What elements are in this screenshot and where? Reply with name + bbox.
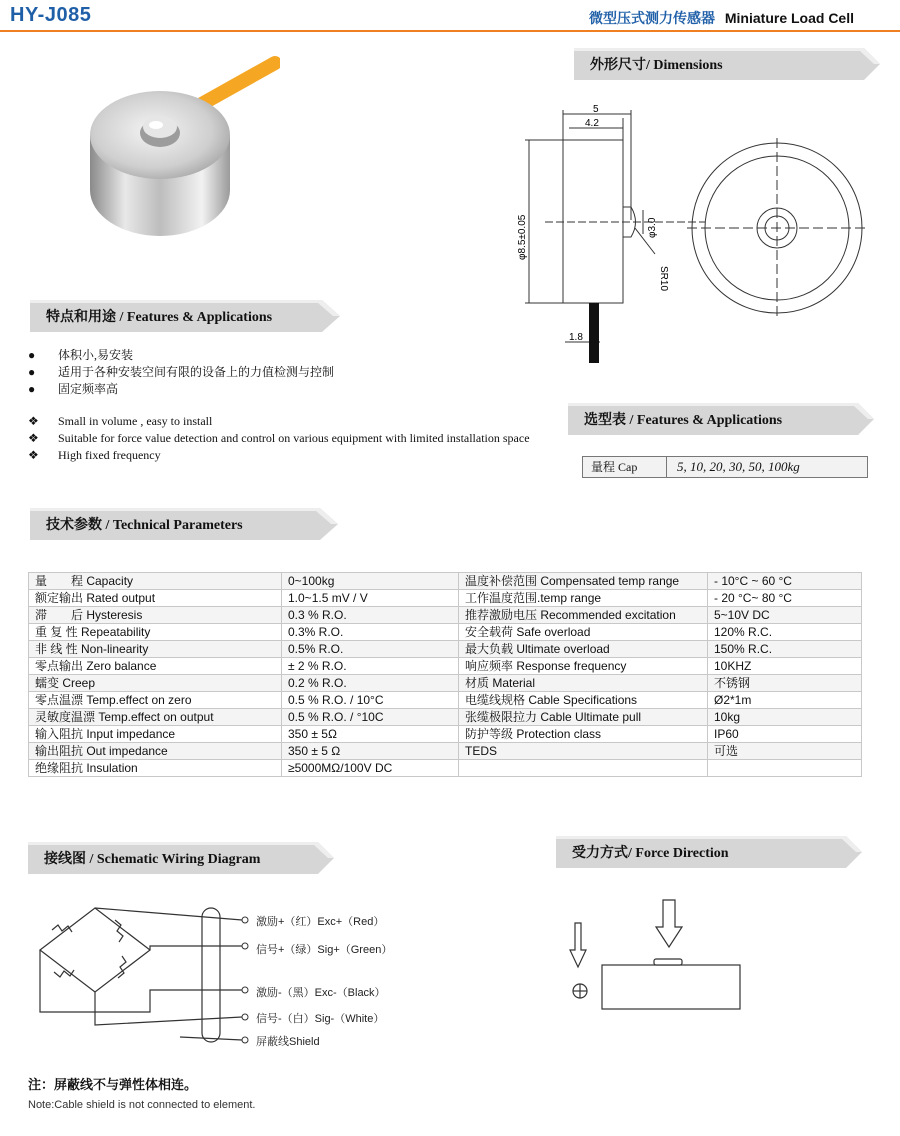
technical-parameters-table (28, 572, 862, 777)
diamond-bullet-icon: ❖ (28, 431, 39, 445)
param-value: - 20 °C~ 80 °C (708, 590, 862, 607)
section-dimensions-title: 外形尺寸/ Dimensions (590, 58, 723, 73)
feature-en-item: ❖ High fixed frequency (28, 448, 161, 462)
param-value: 120% R.C. (708, 624, 862, 641)
param-label: 张缆极限拉力 Cable Ultimate pull (459, 709, 708, 726)
param-value: 10KHZ (708, 658, 862, 675)
model-number: HY-J085 (10, 4, 92, 26)
small-arrow-icon (570, 923, 586, 967)
param-value: 150% R.C. (708, 641, 862, 658)
parameter-row (29, 573, 862, 590)
param-value: 10kg (708, 709, 862, 726)
param-value: ≥5000MΩ/100V DC (282, 760, 459, 777)
param-label: 电缆线规格 Cable Specifications (459, 692, 708, 709)
diamond-bullet-icon: ❖ (28, 414, 39, 428)
param-label: 安全载荷 Safe overload (459, 624, 708, 641)
force-direction-diagram (560, 895, 760, 1035)
feature-en-item: ❖ Suitable for force value detection and control on various equipment with limited installation space (28, 431, 530, 445)
param-label: 防护等级 Protection class (459, 726, 708, 743)
parameter-row (29, 743, 862, 760)
param-label: 滞 后 Hysteresis (29, 607, 282, 624)
parameter-row (29, 641, 862, 658)
param-value: 350 ± 5Ω (282, 726, 459, 743)
dim-diameter: φ8.5±0.05 (517, 214, 528, 260)
parameter-row (29, 590, 862, 607)
param-label: 量 程 Capacity (29, 573, 282, 590)
section-wiring (28, 842, 334, 872)
param-label: TEDS (459, 743, 708, 760)
header-rule (0, 30, 900, 32)
capacity-selection-table (582, 456, 868, 478)
dimension-drawing (505, 100, 875, 370)
param-value: 不锈钢 (708, 675, 862, 692)
parameter-row (29, 675, 862, 692)
param-label: 响应频率 Response frequency (459, 658, 708, 675)
bullet-icon: ● (28, 365, 36, 379)
product-title-cn: 微型压式测力传感器 (588, 10, 715, 26)
param-value: 0.3 % R.O. (282, 607, 459, 624)
parameter-row (29, 624, 862, 641)
wire-exc-plus-label: 激励+（红）Exc+（Red） (256, 916, 385, 928)
bullet-icon: ● (28, 348, 36, 362)
param-label: 推荐激励电压 Recommended excitation (459, 607, 708, 624)
param-label: 灵敏度温漂 Temp.effect on output (29, 709, 282, 726)
wire-shield-label: 屏蔽线Shield (256, 1036, 320, 1048)
product-title-en: Miniature Load Cell (724, 10, 854, 26)
param-label: 非 线 性 Non-linearity (29, 641, 282, 658)
param-label: 蠕变 Creep (29, 675, 282, 692)
param-value: 5~10V DC (708, 607, 862, 624)
dim-5: 5 (593, 104, 599, 115)
param-value (708, 760, 862, 777)
param-label: 重 复 性 Repeatability (29, 624, 282, 641)
param-value: 0.2 % R.O. (282, 675, 459, 692)
feature-cn-item: ● 固定频率高 (28, 382, 119, 396)
section-features-title: 特点和用途 / Features & Applications (46, 310, 273, 325)
section-selection-title: 选型表 / Features & Applications (584, 413, 783, 428)
param-label: 最大负载 Ultimate overload (459, 641, 708, 658)
section-technical-title: 技术参数 / Technical Parameters (46, 518, 243, 533)
section-features (30, 300, 340, 330)
param-value: IP60 (708, 726, 862, 743)
note-en: Note:Cable shield is not connected to element. (28, 1099, 256, 1111)
param-value: 0~100kg (282, 573, 459, 590)
section-force-title: 受力方式/ Force Direction (572, 846, 729, 861)
bullet-icon: ● (28, 382, 36, 396)
param-label: 材质 Material (459, 675, 708, 692)
parameter-row (29, 760, 862, 777)
param-value: ± 2 % R.O. (282, 658, 459, 675)
param-label: 输入阻抗 Input impedance (29, 726, 282, 743)
param-value: 0.5% R.O. (282, 641, 459, 658)
dim-sr10: SR10 (658, 266, 669, 292)
param-label: 零点温漂 Temp.effect on zero (29, 692, 282, 709)
param-label (459, 760, 708, 777)
param-value: - 10°C ~ 60 °C (708, 573, 862, 590)
param-value: 0.5 % R.O. / °10C (282, 709, 459, 726)
param-value: 可选 (708, 743, 862, 760)
param-label: 额定输出 Rated output (29, 590, 282, 607)
param-label: 零点输出 Zero balance (29, 658, 282, 675)
dim-phi3: φ3.0 (647, 217, 658, 238)
section-force (556, 836, 862, 866)
parameter-row (29, 658, 862, 675)
feature-cn-item: ● 体积小,易安装 (28, 348, 134, 362)
dim-4-2: 4.2 (585, 118, 599, 129)
param-value: 1.0~1.5 mV / V (282, 590, 459, 607)
wire-exc-minus-label: 激励-（黑）Exc-（Black） (256, 987, 386, 999)
param-label: 工作温度范围.temp range (459, 590, 708, 607)
param-value: 350 ± 5 Ω (282, 743, 459, 760)
param-label: 温度补偿范围 Compensated temp range (459, 573, 708, 590)
section-selection (568, 403, 874, 433)
dim-1-8: 1.8 (569, 332, 583, 343)
feature-cn-item: ● 适用于各种安装空间有限的设备上的力值检测与控制 (28, 365, 335, 379)
product-title (589, 8, 854, 28)
section-dimensions (574, 48, 880, 78)
wiring-diagram (20, 900, 260, 1050)
section-technical (30, 508, 338, 538)
param-label: 输出阻抗 Out impedance (29, 743, 282, 760)
feature-en-item: ❖ Small in volume , easy to install (28, 414, 213, 428)
section-wiring-title: 接线图 / Schematic Wiring Diagram (44, 852, 261, 867)
note-cn: 注：屏蔽线不与弹性体相连。 (28, 1077, 198, 1092)
capacity-values: 5, 10, 20, 30, 50, 100kg (677, 459, 800, 474)
param-value: 0.5 % R.O. / 10°C (282, 692, 459, 709)
diamond-bullet-icon: ❖ (28, 448, 39, 462)
param-value: Ø2*1m (708, 692, 862, 709)
force-arrow-icon (656, 900, 682, 947)
wire-sig-plus-label: 信号+（绿）Sig+（Green） (256, 944, 393, 956)
wire-sig-minus-label: 信号-（白）Sig-（White） (256, 1013, 385, 1025)
parameter-row (29, 709, 862, 726)
parameter-row (29, 692, 862, 709)
load-cell-photo (80, 55, 280, 245)
param-value: 0.3% R.O. (282, 624, 459, 641)
capacity-label: 量程 Cap (583, 457, 667, 477)
parameter-row (29, 726, 862, 743)
param-label: 绝缘阻抗 Insulation (29, 760, 282, 777)
parameter-row (29, 607, 862, 624)
